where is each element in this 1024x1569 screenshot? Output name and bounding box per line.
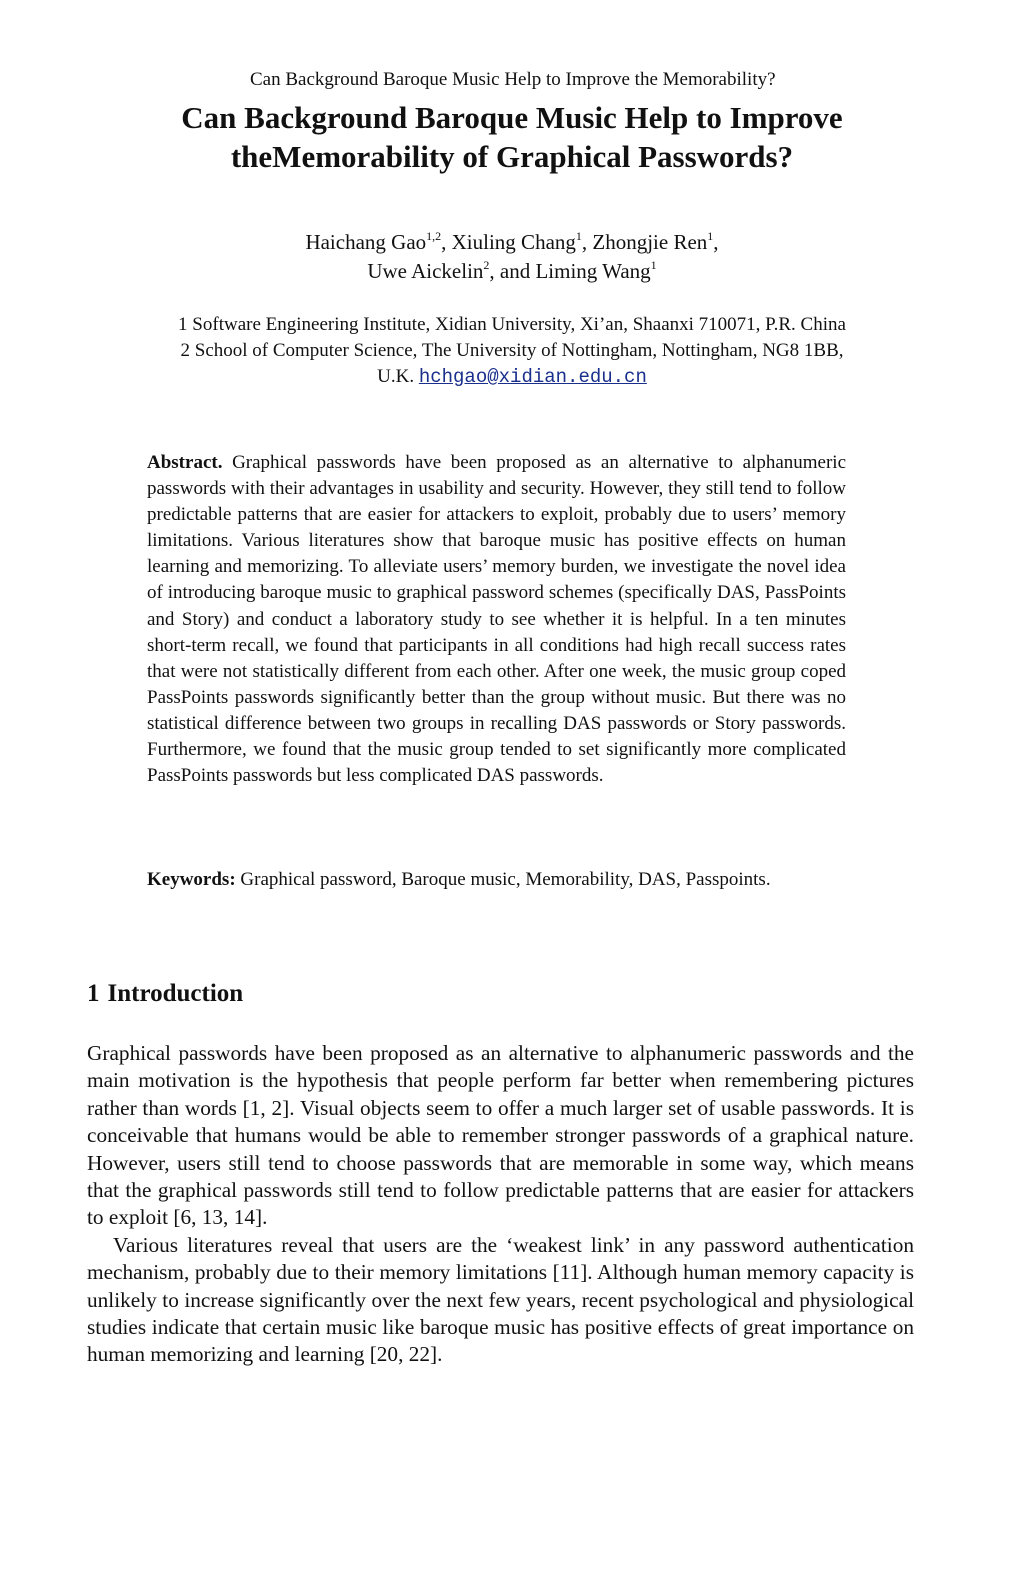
paper-title-line-2: theMemorability of Graphical Passwords? xyxy=(230,139,794,174)
affiliation-country: U.K. xyxy=(377,366,419,387)
author-name: Haichang Gao xyxy=(305,230,427,254)
author-line-1 xyxy=(100,228,924,257)
author-name: , Xiuling Chang xyxy=(441,230,576,254)
abstract xyxy=(147,450,846,789)
author-affiliation-mark: 2 xyxy=(483,258,490,272)
paper-title-line-1: Can Background Baroque Music Help to Improve xyxy=(181,100,843,135)
author-line-2 xyxy=(100,257,924,286)
section-heading-introduction xyxy=(87,978,243,1010)
keywords xyxy=(147,866,846,893)
intro-paragraph-1: Graphical passwords have been proposed as an alternative to alphanumeric passwords and the main motivation is the hypothesis that people perform far better when remembering pictures rather than words [1, 2]. Visual objects seem to offer a much larger set of usable passwords. It is conceivable that humans would be able to remember stronger passwords of a graphical nature. However, users still tend to choose passwords that are memorable in some way, which means that the graphical passwords still tend to follow predictable patterns that are easier for attackers to exploit [6, 13, 14]. xyxy=(87,1041,914,1230)
keywords-label: Keywords: xyxy=(147,869,236,890)
email-link[interactable]: hchgao@xidian.edu.cn xyxy=(418,366,647,388)
abstract-text: Graphical passwords have been proposed as an alternative to alphanumeric passwords with their advantages in usability and security. However, they still tend to follow predictable patterns that are easier for attackers to exploit, probably due to users’ memory limitations. Various literatures show that baroque music has positive effects on human learning and memorizing. To alleviate users’ memory burden, we investigate the novel idea of introducing baroque music to graphical password schemes (specifically DAS, PassPoints and Story) and conduct a laboratory study to see whether it is helpful. In a ten minutes short-term recall, we found that participants in all conditions had high recall success rates that were not statistically different from each other. After one week, the music group coped PassPoints passwords significantly better than the group without music. But there was no statistical difference between two groups in recalling DAS passwords or Story passwords. Furthermore, we found that the music group tended to set significantly more complicated PassPoints passwords but less complicated DAS passwords. xyxy=(147,452,846,787)
author-separator: , xyxy=(713,230,719,254)
affiliation-2: 2 School of Computer Science, The University of Nottingham, Nottingham, NG8 1BB, xyxy=(180,340,844,361)
section-number: 1 xyxy=(87,980,100,1007)
author-affiliation-mark: 1 xyxy=(575,229,582,243)
author-list xyxy=(100,228,924,286)
author-name: , and Liming Wang xyxy=(489,259,651,283)
abstract-label: Abstract. xyxy=(147,452,223,473)
affiliations xyxy=(90,312,934,390)
keywords-text: Graphical password, Baroque music, Memorability, DAS, Passpoints. xyxy=(240,869,771,890)
section-title: Introduction xyxy=(107,980,244,1007)
running-head: Can Background Baroque Music Help to Improve the Memorability? xyxy=(250,69,776,90)
affiliation-1: 1 Software Engineering Institute, Xidian University, Xi’an, Shaanxi 710071, P.R. China xyxy=(178,314,846,335)
paper-title xyxy=(100,98,924,176)
author-name: Uwe Aickelin xyxy=(367,259,484,283)
author-name: , Zhongjie Ren xyxy=(581,230,708,254)
author-affiliation-mark: 1,2 xyxy=(426,229,442,243)
affiliation-2-country xyxy=(90,364,934,390)
introduction-body xyxy=(87,1040,914,1369)
author-affiliation-mark: 1 xyxy=(650,258,657,272)
intro-paragraph-2: Various literatures reveal that users are the ‘weakest link’ in any password authentication mechanism, probably due to their memory limitations [11]. Although human memory capacity is unlikely to increase significantly over the next few years, recent psychological and physiological studies indicate that certain music like baroque music has positive effects of great importance on human memorizing and learning [20, 22]. xyxy=(87,1232,914,1367)
author-affiliation-mark: 1 xyxy=(707,229,714,243)
